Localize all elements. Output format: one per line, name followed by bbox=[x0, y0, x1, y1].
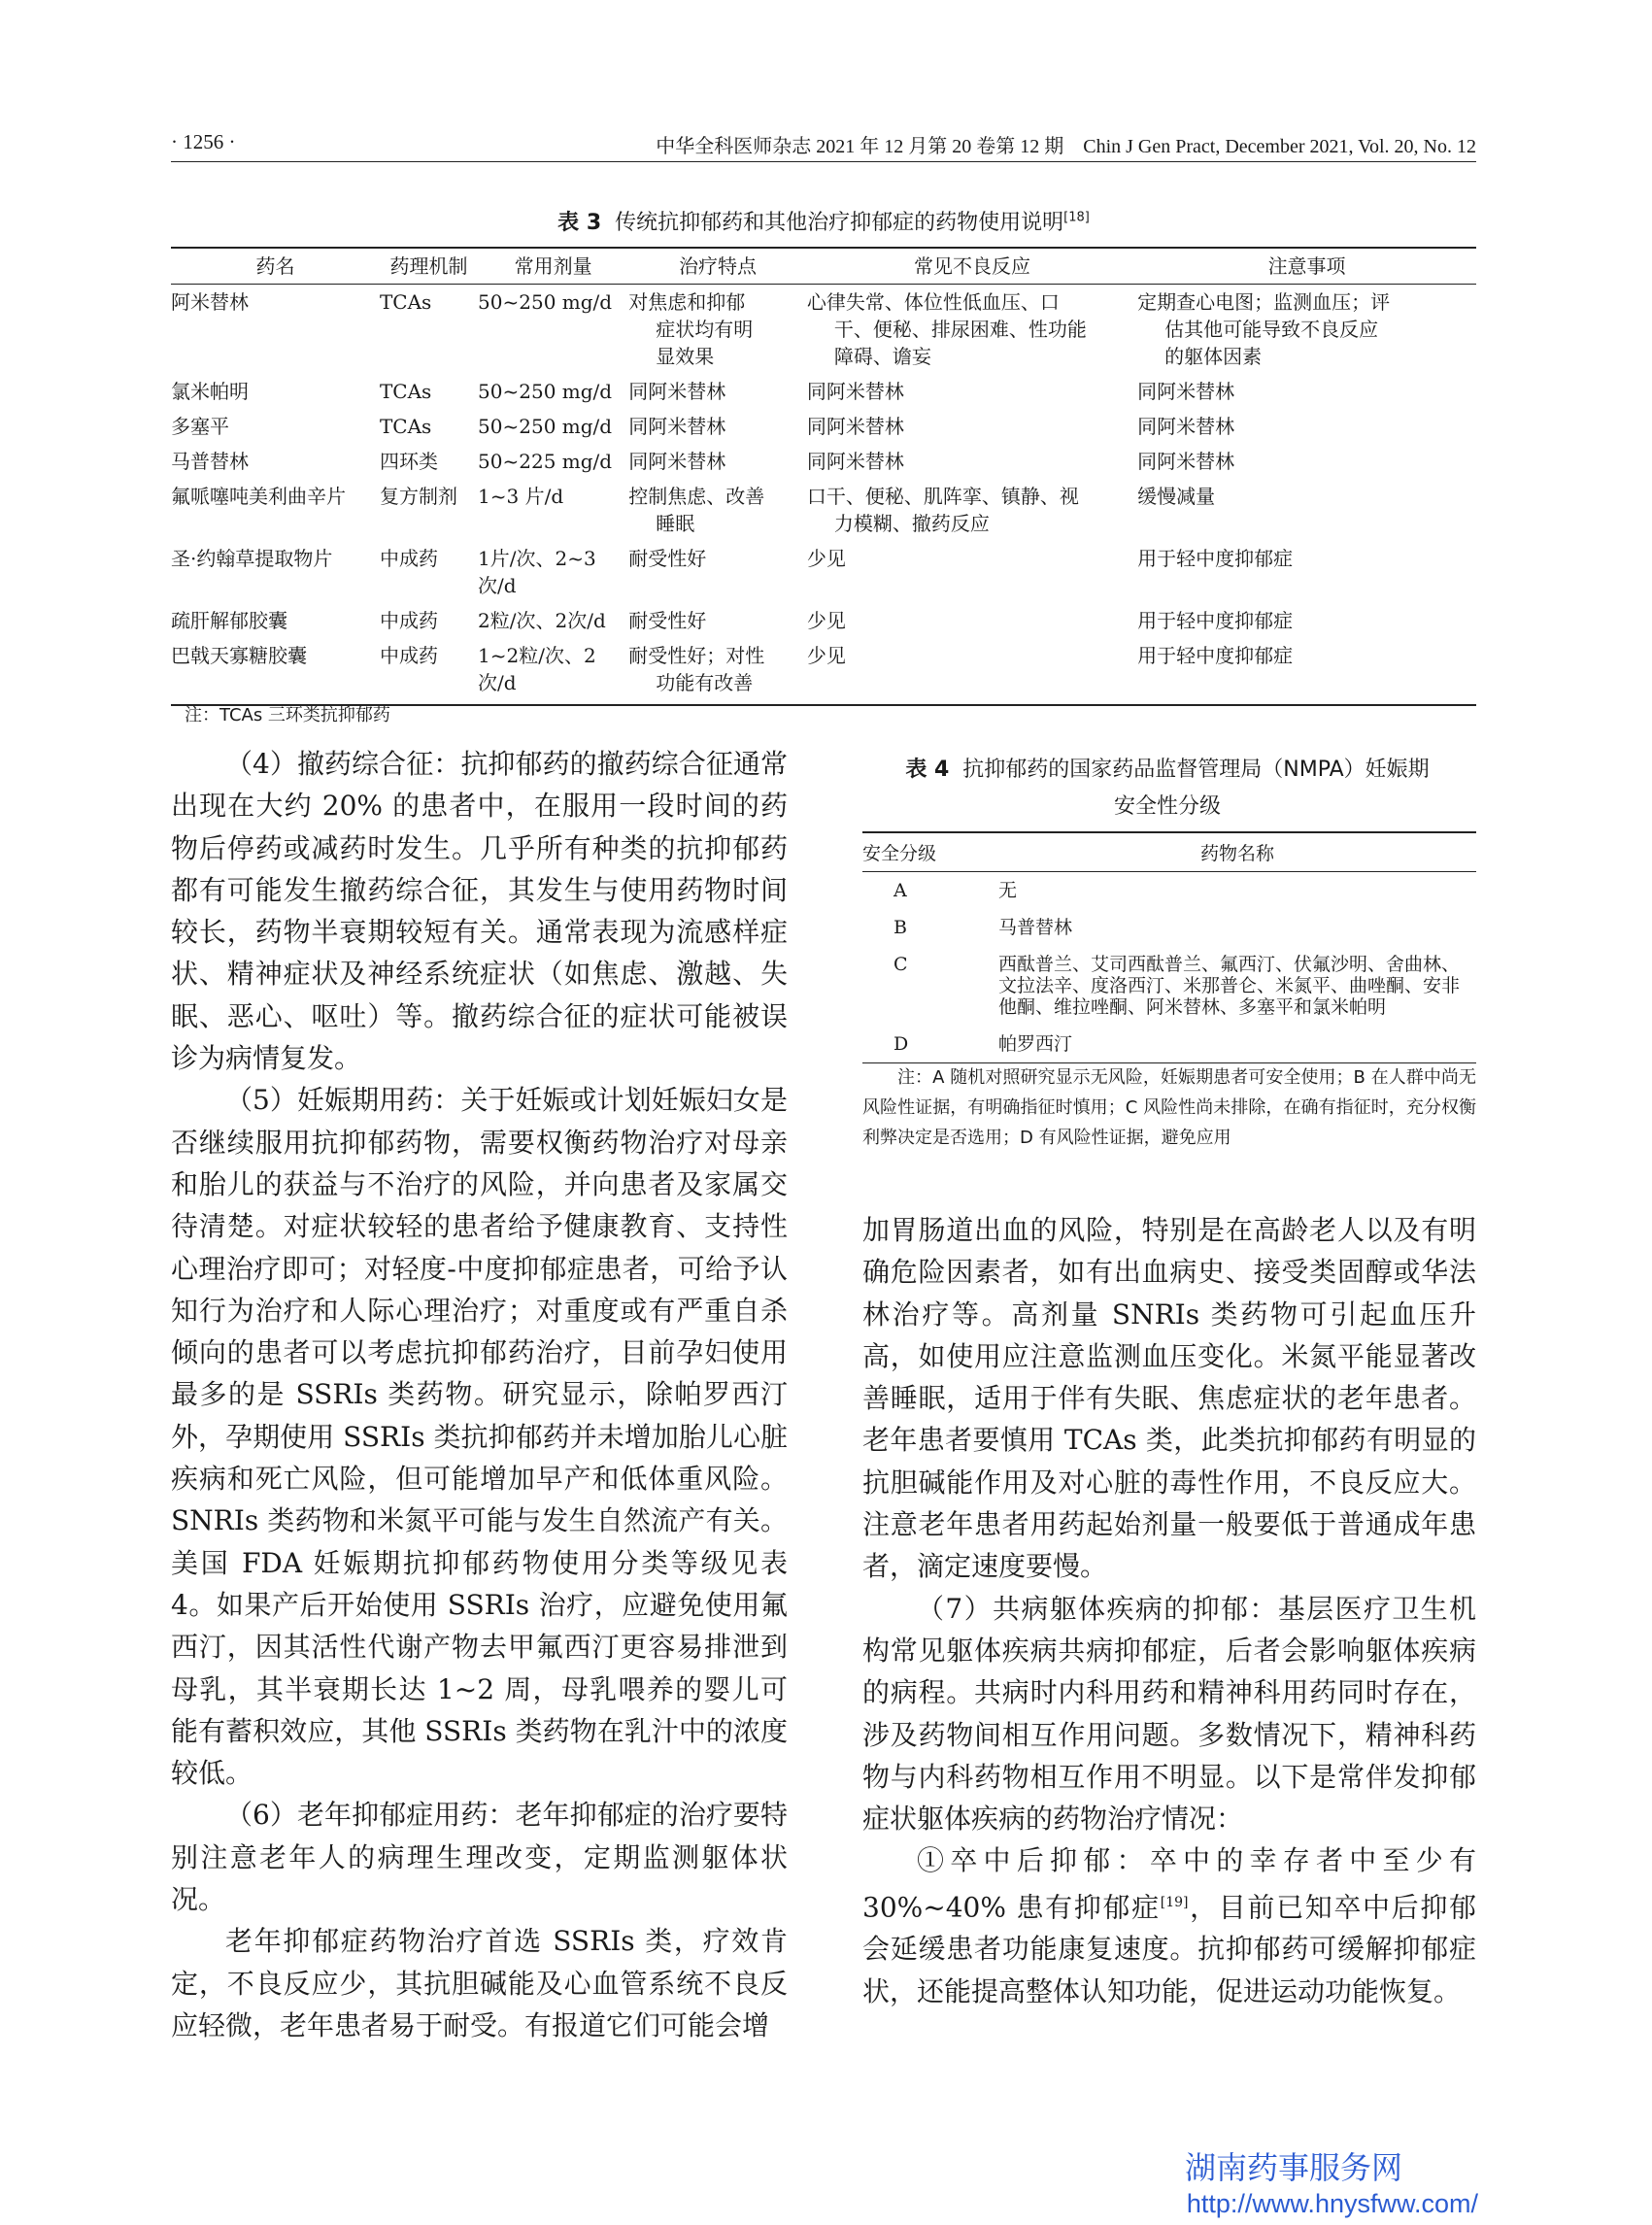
cell-line: 用于轻中度抑郁症 bbox=[1137, 644, 1294, 667]
table-row bbox=[171, 541, 1476, 603]
table3-cell-adverse bbox=[807, 374, 1137, 409]
cell-line: 障碍、谵妄 bbox=[833, 345, 931, 368]
table3-col-header: 注意事项 bbox=[1137, 248, 1476, 285]
cell-line: 力模糊、撤药反应 bbox=[833, 512, 990, 535]
cell-line: 缓慢减量 bbox=[1137, 485, 1216, 508]
table3-cell-mechanism: TCAs bbox=[379, 290, 432, 314]
cell-line: 耐受性好 bbox=[628, 609, 707, 632]
cell-line: 的躯体因素 bbox=[1164, 345, 1263, 368]
cell-line: 控制焦虑、改善 bbox=[628, 485, 765, 508]
table3-title: 传统抗抑郁药和其他治疗抑郁症的药物使用说明 bbox=[615, 211, 1064, 235]
cell-line: 用于轻中度抑郁症 bbox=[1137, 547, 1294, 570]
cell-line: 同阿米替林 bbox=[806, 415, 904, 438]
table3-label: 表 3 bbox=[557, 211, 602, 235]
paragraph-stroke-text-b: ，目前已知卒中后抑郁会延缓患者功能康复速度。抗抑郁药可缓解抑郁症状，还能提高整体认知功能，促进运动功能恢复。 bbox=[862, 1891, 1476, 2007]
cell-line: 估其他可能导致不良反应 bbox=[1164, 318, 1379, 341]
table3-cell-drug: 阿米替林 bbox=[171, 290, 249, 314]
table3-cell-dose: 1~2粒/次、2次/d bbox=[478, 638, 628, 705]
table3-cell-caution bbox=[1137, 374, 1476, 409]
cell-line: 症状均有明 bbox=[656, 318, 754, 341]
table-row bbox=[862, 1026, 1476, 1063]
table3-cell-feature bbox=[628, 374, 807, 409]
table3-cell-mechanism: 四环类 bbox=[379, 450, 438, 473]
table3-ref: [18] bbox=[1063, 210, 1090, 225]
cell-line: 心律失常、体位性低血压、口 bbox=[806, 290, 1060, 314]
table4-title-line1: 抗抑郁药的国家药品监督管理局（NMPA）妊娠期 bbox=[962, 758, 1430, 782]
cell-line: 同阿米替林 bbox=[1137, 380, 1235, 403]
table3-cell-dose: 2粒/次、2次/d bbox=[478, 609, 606, 632]
table3-note: 注：TCAs 三环类抗抑郁药 bbox=[185, 705, 390, 725]
cell-line: 功能有改善 bbox=[656, 671, 754, 694]
table3-cell-adverse bbox=[807, 638, 1137, 705]
table3-cell-caution bbox=[1137, 603, 1476, 638]
paragraph-comorbidity: （7）共病躯体疾病的抑郁：基层医疗卫生机构常见躯体疾病共病抑郁症，后者会影响躯体疾病的病程。共病时内科用药和精神科用药同时存在，涉及药物间相互作用问题。多数情况下，精神科药物与内科药物相互作用不明显。以下是常伴发抑郁症状躯体疾病的药物治疗情况： bbox=[862, 1592, 1476, 1836]
page-header bbox=[171, 130, 1476, 163]
table4-col-header: 安全分级 bbox=[862, 832, 998, 872]
table3-cell-mechanism: 复方制剂 bbox=[379, 485, 457, 508]
table3-col-header: 药理机制 bbox=[380, 248, 478, 285]
table3-cell-dose: 50~250 mg/d bbox=[478, 380, 613, 403]
table4 bbox=[862, 831, 1476, 1063]
paragraph-withdrawal: （4）撤药综合征：抗抑郁药的撤药综合征通常出现在大约 20% 的患者中，在服用一段时间的药物后停药或减药时发生。几乎所有种类的抗抑郁药都有可能发生撤药综合征，其发生与使用药物时间较长，药物半衰期较短有关。通常表现为流感样症状、精神症状及神经系统症状（如焦虑、激越、失眠、恶心、呕吐）等。撤药综合征的症状可能被误诊为病情复发。 bbox=[171, 748, 788, 1075]
table4-col-header: 药物名称 bbox=[998, 832, 1476, 872]
table3-cell-drug: 氟哌噻吨美利曲辛片 bbox=[171, 485, 346, 508]
table4-cell-drugs: 西酞普兰、艾司西酞普兰、氟西汀、伏氟沙明、舍曲林、文拉法辛、度洛西汀、米那普仑、米氮平、曲唑酮、安非他酮、维拉唑酮、阿米替林、多塞平和氯米帕明 bbox=[998, 954, 1461, 1018]
cell-line: 睡眠 bbox=[656, 512, 695, 535]
table4-cell-drugs: 帕罗西汀 bbox=[998, 1026, 1476, 1063]
paragraph-continuation: 加胃肠道出血的风险，特别是在高龄老人以及有明确危险因素者，如有出血病史、接受类固醇或华法林治疗等。高剂量 SNRIs 类药物可引起血压升高，如使用应注意监测血压变化。米氮平能显著改善睡眠，适用于伴有失眠、焦虑症状的老年患者。老年患者要慎用 TCAs 类，此类抗抑郁药有明显的抗胆碱能作用及对心脏的毒性作用，不良反应大。注意老年患者用药起始剂量一般要低于普通成年患者，滴定速度要慢。 bbox=[862, 1214, 1476, 1583]
cell-line: 同阿米替林 bbox=[628, 380, 726, 403]
table3-cell-mechanism: 中成药 bbox=[379, 609, 438, 632]
paragraph-pregnancy: （5）妊娠期用药：关于妊娠或计划妊娠妇女是否继续服用抗抑郁药物，需要权衡药物治疗对母亲和胎儿的获益与不治疗的风险，并向患者及家属交待清楚。对症状较轻的患者给予健康教育、支持性心理治疗即可；对轻度-中度抑郁症患者，可给予认知行为治疗和人际心理治疗；对重度或有严重自杀倾向的患者可以考虑抗抑郁药治疗，目前孕妇使用最多的是 SSRIs 类药物。研究显示，除帕罗西汀外，孕期使用 SSRIs 类抗抑郁药并未增加胎儿心脏疾病和死亡风险，但可能增加早产和低体重风险。SNRIs 类药物和米氮平可能与发生自然流产有关。美国 FDA 妊娠期抗抑郁药物使用分类等级见表 4。如果产后开始使用 SSRIs 治疗，应避免使用氟西汀，因其活性代谢产物去甲氟西汀更容易排泄到母乳，其半衰期长达 1~2 周，母乳喂养的婴儿可能有蓄积效应，其他 SSRIs 类药物在乳汁中的浓度较低。 bbox=[171, 1084, 788, 1790]
table3-cell-adverse bbox=[807, 541, 1137, 603]
table3-cell-feature bbox=[628, 285, 807, 375]
table4-body bbox=[862, 872, 1476, 1063]
cell-line: 少见 bbox=[806, 609, 846, 632]
table4-caption bbox=[857, 752, 1478, 826]
table3-cell-caution bbox=[1137, 638, 1476, 705]
table3-cell-caution bbox=[1137, 285, 1476, 375]
table3-cell-caution bbox=[1137, 479, 1476, 541]
table3-cell-adverse bbox=[807, 444, 1137, 479]
table3-cell-dose: 50~225 mg/d bbox=[478, 450, 613, 473]
paragraph-stroke-text-a: ①卒中后抑郁：卒中的幸存者中至少有 30%~40% 患有抑郁症 bbox=[862, 1844, 1476, 1924]
cell-line: 干、便秘、排尿困难、性功能 bbox=[833, 318, 1087, 341]
table3-cell-adverse bbox=[807, 479, 1137, 541]
table3-cell-mechanism: 中成药 bbox=[379, 547, 438, 570]
table4-cell-grade: D bbox=[862, 1026, 998, 1063]
table4-cell-grade: B bbox=[893, 917, 907, 938]
table3-cell-dose: 50~250 mg/d bbox=[478, 290, 613, 314]
table-row bbox=[862, 946, 1476, 1026]
table3-cell-drug: 圣·约翰草提取物片 bbox=[171, 547, 333, 570]
table3-cell-drug: 疏肝解郁胶囊 bbox=[171, 609, 287, 632]
watermark-url: http://www.hnysfww.com/ bbox=[1186, 2189, 1478, 2218]
table3-cell-drug: 马普替林 bbox=[171, 450, 249, 473]
table3-cell-mechanism: TCAs bbox=[379, 380, 432, 403]
table3-cell-feature bbox=[628, 479, 807, 541]
table3-cell-feature bbox=[628, 409, 807, 444]
table3-cell-feature bbox=[628, 603, 807, 638]
header-rule bbox=[171, 161, 1476, 162]
table3-cell-dose: 50~250 mg/d bbox=[478, 415, 613, 438]
table4-cell-grade: C bbox=[893, 954, 908, 975]
table3-cell-dose: 1片/次、2~3次/d bbox=[478, 547, 596, 597]
page-number: · 1256 · bbox=[171, 130, 236, 153]
table3-cell-drug: 多塞平 bbox=[171, 415, 229, 438]
watermark-site-name: 湖南药事服务网 bbox=[1184, 2149, 1402, 2186]
table-row bbox=[171, 409, 1476, 444]
table3-cell-adverse bbox=[807, 409, 1137, 444]
table3-col-header: 常用剂量 bbox=[478, 248, 628, 285]
right-column bbox=[862, 1209, 1476, 2012]
table3-caption bbox=[171, 206, 1476, 236]
table3-cell-drug: 氯米帕明 bbox=[171, 380, 249, 403]
citation-ref: [19] bbox=[1160, 1894, 1189, 1910]
table4-title-line2: 安全性分级 bbox=[1113, 794, 1221, 819]
cell-line: 同阿米替林 bbox=[628, 450, 726, 473]
paragraph-elderly-heading: （6）老年抑郁症用药：老年抑郁症的治疗要特别注意老年人的病理生理改变，定期监测躯体状况。 bbox=[171, 1799, 788, 1916]
cell-line: 同阿米替林 bbox=[628, 415, 726, 438]
journal-citation: 中华全科医师杂志 2021 年 12 月第 20 卷第 12 期 Chin J Gen Pract, December 2021, Vol. 20, No. 12 bbox=[656, 136, 1476, 157]
cell-line: 同阿米替林 bbox=[1137, 415, 1235, 438]
table3-cell-feature bbox=[628, 444, 807, 479]
cell-line: 耐受性好；对性 bbox=[628, 644, 765, 667]
cell-line: 口干、便秘、肌阵挛、镇静、视 bbox=[806, 485, 1079, 508]
table-row bbox=[171, 374, 1476, 409]
table-row bbox=[171, 638, 1476, 705]
paragraph-elderly-drugs: 老年抑郁症药物治疗首选 SSRIs 类，疗效肯定，不良反应少，其抗胆碱能及心血管系统不良反应轻微，老年患者易于耐受。有报道它们可能会增 bbox=[171, 1925, 788, 2041]
cell-line: 少见 bbox=[806, 547, 846, 570]
table4-label: 表 4 bbox=[905, 758, 950, 782]
table-row bbox=[171, 603, 1476, 638]
table3-cell-drug: 巴戟天寡糖胶囊 bbox=[171, 638, 380, 705]
table3-cell-adverse bbox=[807, 603, 1137, 638]
table3-cell-adverse bbox=[807, 285, 1137, 375]
table3-col-header: 药名 bbox=[171, 248, 380, 285]
table3-header-row bbox=[171, 248, 1476, 285]
table-row bbox=[171, 479, 1476, 541]
cell-line: 用于轻中度抑郁症 bbox=[1137, 609, 1294, 632]
cell-line: 同阿米替林 bbox=[806, 380, 904, 403]
table3-cell-feature bbox=[628, 541, 807, 603]
table3-cell-feature bbox=[628, 638, 807, 705]
left-column bbox=[171, 743, 788, 2046]
table-row bbox=[862, 872, 1476, 910]
table3-cell-dose: 1~3 片/d bbox=[478, 485, 564, 508]
table-row bbox=[862, 909, 1476, 946]
table4-note: 注：A 随机对照研究显示无风险，妊娠期患者可安全使用；B 在人群中尚无风险性证据，有明确指征时慎用；C 风险性尚未排除，在确有指征时，充分权衡利弊决定是否选用；D 有风险性证据，避免应用 bbox=[862, 1067, 1476, 1148]
table4-header-row bbox=[862, 832, 1476, 872]
table-row bbox=[171, 444, 1476, 479]
table3-body bbox=[171, 285, 1476, 706]
cell-line: 同阿米替林 bbox=[1137, 450, 1235, 473]
cell-line: 耐受性好 bbox=[628, 547, 707, 570]
cell-line: 显效果 bbox=[656, 345, 715, 368]
table4-cell-drugs: 无 bbox=[998, 880, 1018, 901]
table3-cell-caution bbox=[1137, 541, 1476, 603]
watermark bbox=[1109, 2148, 1478, 2220]
cell-line: 定期查心电图；监测血压；评 bbox=[1137, 290, 1391, 314]
cell-line: 少见 bbox=[806, 644, 846, 667]
cell-line: 同阿米替林 bbox=[806, 450, 904, 473]
cell-line: 对焦虑和抑郁 bbox=[628, 290, 746, 314]
paragraph-stroke bbox=[862, 1839, 1476, 2012]
table4-cell-drugs: 马普替林 bbox=[998, 917, 1073, 938]
table3-col-header: 治疗特点 bbox=[628, 248, 807, 285]
table3-cell-mechanism: 中成药 bbox=[380, 638, 478, 705]
table3-cell-mechanism: TCAs bbox=[379, 415, 432, 438]
table-row bbox=[171, 285, 1476, 375]
table3-cell-caution bbox=[1137, 409, 1476, 444]
table4-cell-grade: A bbox=[893, 880, 907, 901]
table3 bbox=[171, 247, 1476, 706]
table3-cell-caution bbox=[1137, 444, 1476, 479]
table3-col-header: 常见不良反应 bbox=[807, 248, 1137, 285]
